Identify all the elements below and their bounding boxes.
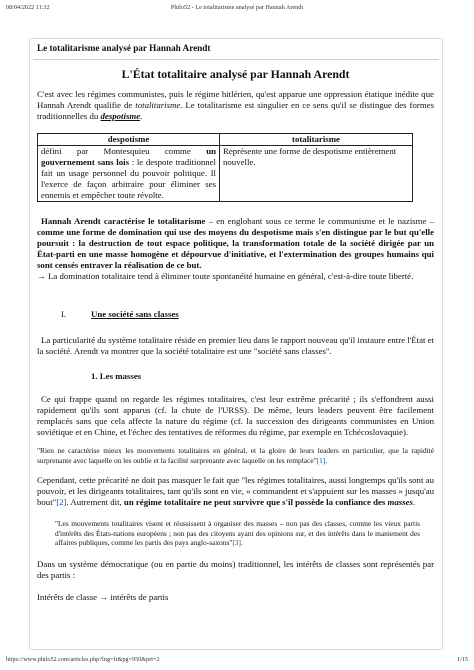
footnote-link-3[interactable]: [3]	[232, 538, 241, 548]
cependant-text-2: . Autrement dit,	[66, 497, 124, 508]
quote-1-text: "Rien ne caractérise mieux les mouvements totalitaires en général, et la gloire de leurs leaders en particulier, que la rapidité surprenante avec laquelle on les oublie et la facilité surprenante avec laquelle on les remplace"	[37, 446, 434, 465]
cell-text-c: : le despote traditionnel fait un usage personnel du pouvoir politique. Il l'exerce de façon arbitraire pour éliminer ses ennemis et empêcher toute révolte.	[41, 157, 217, 200]
quote-1	[37, 446, 434, 465]
table-header-despotisme: despotisme	[38, 134, 220, 146]
quote-2-text: "Les mouvements totalitaires visent et réussissent à organiser des masses – non pas des classes, comme les vieux partis d'intérêts des États-nations européens ; non pas des citoyens ayant des opinions sur, et des intérêts dans le maniement des affaires publiques, comme les partis des pays anglo-saxons"	[55, 519, 420, 548]
cependant-text-1: Cependant, cette précarité ne doit pas masquer le fait que "les régimes totalitaires, aussi longtemps qu'ils sont au pouvoir, et les dirigeants totalitaires, tant qu'ils sont en vie, « commandent et s'appuient sur les masses » jusqu'au bout"	[37, 475, 435, 508]
print-url: https://www.philo52.com/articles.php?lng=fr&pg=950&prt=2	[6, 656, 160, 663]
cependant-bold: un régime totalitaire ne peut survivre que s'il possède la confiance des	[123, 497, 388, 508]
intro-text-3: .	[140, 111, 143, 121]
print-datetime: 08/04/2022 11:32	[6, 4, 50, 11]
table-cell-despotisme	[38, 146, 220, 202]
browser-print-footer	[6, 656, 468, 666]
arrow-paragraph: → La domination totalitaire tend à éliminer toute spontanéité humaine en général, c'est-à-dire toute liberté.	[37, 271, 414, 281]
section-heading	[37, 309, 434, 320]
article-heading: L'État totalitaire analysé par Hannah Arendt	[121, 67, 350, 81]
comparison-table	[37, 133, 413, 202]
intro-text-2: . Le totalitarisme est singulier en ce sens qu'il se distingue des formes traditionnelles du	[37, 100, 434, 121]
democratie-paragraph: Dans un système démocratique (ou en partie du moins) traditionnel, les intérêts de classes sont représentés par des partis :	[37, 558, 434, 580]
intro-term-totalitarisme: totalitarisme	[135, 100, 181, 110]
cependant-term-masses: masses	[387, 497, 413, 508]
definition-bold-1: Hannah Arendt caractérise le totalitarisme	[41, 216, 206, 226]
definition-text: – en englobant sous ce terme le communisme et le nazisme –	[205, 216, 434, 226]
section-number: I.	[61, 309, 67, 319]
footnote-link-1[interactable]: [1]	[316, 455, 326, 465]
print-page-number: 1/15	[456, 656, 468, 663]
intro-text-1: C'est avec les régimes communistes, puis le régime hitlérien, qu'est apparue une oppression étatique inédite que Hannah Arendt qualifie de	[37, 89, 434, 110]
section-title: Une société sans classes	[91, 309, 179, 319]
masses-paragraph: Ce qui frappe quand on regarde les régimes totalitaires, c'est leur extrême précarité ; ils s'effondrent aussi rapidement qu'ils sont apparus (cf. la chute de l'URSS). De même, leurs leaders peuvent être facilement remplacés sans que cela affecte la nature du régime (cf. la succession des dirigeants communistes en Union soviétique et en Chine, et l'échec des tentatives de réformes du régime, par exemple en Tchécoslovaquie).	[37, 394, 434, 437]
cependant-end: .	[412, 497, 416, 508]
article-content	[37, 67, 434, 603]
quote-2-end: .	[240, 538, 243, 548]
definition-bold-2: comme une forme de domination qui use des moyens du despotisme mais s'en distingue par le but qu'elle poursuit : la destruction de tout espace politique, la transformation totale de la société dirigée par un État-parti en une masse homogène et dépourvue d'initiative, et l'extermination des groupes humains qui sont censés entraver la réalisation de ce but.	[37, 227, 434, 270]
subsection-heading: 1. Les masses	[91, 371, 142, 381]
section-intro-paragraph: La particularité du système totalitaire réside en premier lieu dans le rapport nouveau qu'il instaure entre l'État et la société. Arendt va montrer que la société totalitaire est une "société sans classes".	[37, 335, 434, 356]
intro-paragraph	[37, 89, 434, 122]
cependant-paragraph	[37, 475, 434, 508]
interets-line: Intérêts de classe → intérêts de partis	[37, 591, 169, 602]
article-title: Le totalitarisme analysé par Hannah Arendt	[37, 43, 211, 53]
browser-print-header	[6, 4, 468, 14]
print-page-title: Philo52 - Le totalitarisme analysé par Hannah Arendt	[170, 4, 304, 11]
intro-term-despotisme: despotisme	[100, 111, 141, 121]
footnote-link-2[interactable]: [2]	[56, 497, 67, 508]
quote-2	[37, 519, 434, 548]
table-cell-totalitarisme: Représente une forme de despotisme entièrement nouvelle.	[220, 146, 413, 202]
table-header-row	[38, 134, 413, 146]
quote-1-end: .	[325, 455, 328, 465]
cell-text-b: un gouvernement sans lois	[41, 146, 216, 167]
title-divider	[33, 59, 439, 60]
definition-paragraph	[37, 216, 434, 271]
table-header-totalitarisme: totalitarisme	[220, 134, 413, 146]
table-row	[38, 146, 413, 202]
cell-text-a: défini par Montesquieu comme	[41, 146, 207, 156]
